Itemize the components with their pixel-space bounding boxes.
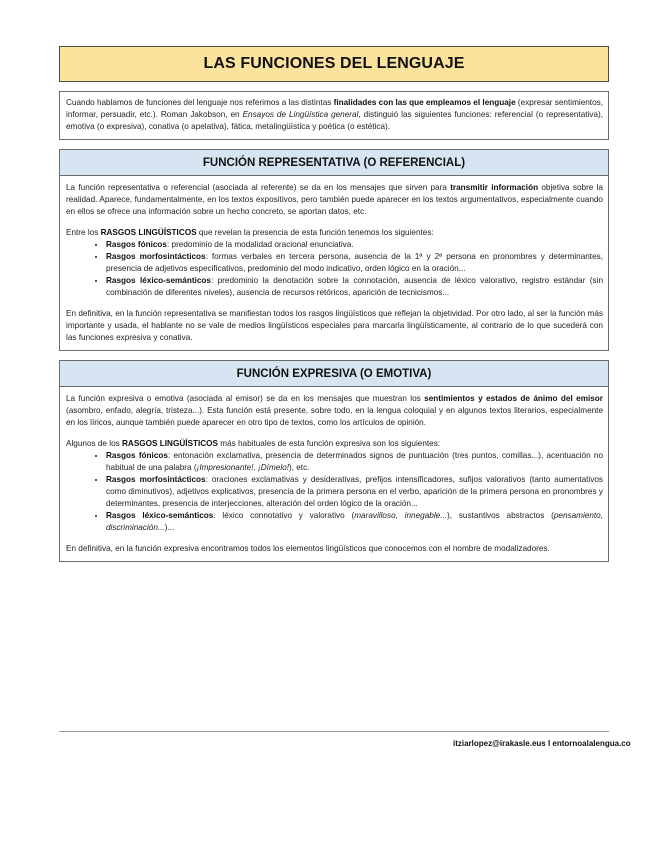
expresiva-paragraph-2: Algunos de los RASGOS LINGÜÍSTICOS más habituales de esta función expresiva son los siguientes: [66, 439, 441, 448]
expresiva-paragraph-3: En definitiva, en la función expresiva encontramos todos los elementos lingüísticos que conocemos con el nombre de modalizadores. [66, 544, 550, 553]
expresiva-trait-list [66, 450, 603, 534]
representativa-paragraph-1: La función representativa o referencial (asociada al referente) se da en los mensajes que sirven para transmitir información objetiva sobre la realidad. Aparece, fundamentalmente, en los textos expositivos, pero también puede aparecer en los textos argumentativos, especialmente cuando en ellos se ofrece una información sobre un hecho concreto, se aportan datos, etc. [66, 183, 603, 216]
footer-credits: itziarlopez@irakasle.eus I entornoalalengua.co [453, 739, 631, 748]
expresiva-paragraph-1: La función expresiva o emotiva (asociada al emisor) se da en los mensajes que muestran los sentimientos y estados de ánimo del emisor (asombro, enfado, alegría, tristeza...). Esta función está presente, sobre todo, en la lengua coloquial y en algunos textos literarios, especialmente en los líricos, aunque también puede aparecer en otro tipo de textos, como los artículos de opinión. [66, 394, 603, 427]
section-body-expresiva [60, 387, 608, 561]
section-expresiva [59, 360, 609, 562]
section-heading-expresiva: FUNCIÓN EXPRESIVA (O EMOTIVA) [60, 361, 608, 387]
representativa-paragraph-2: Entre los RASGOS LINGÜÍSTICOS que revelan la presencia de esta función tenemos los siguientes: [66, 228, 434, 237]
representativa-trait-list [66, 239, 603, 299]
section-heading-representativa: FUNCIÓN REPRESENTATIVA (O REFERENCIAL) [60, 150, 608, 176]
list-item: • Rasgos léxico-semánticos: predominio la denotación sobre la connotación, ausencia de léxico valorativo, registro estándar (sin combinación de diferentes niveles), ausencia de recursos retóricos, aparición de tecnicismos... [106, 275, 603, 299]
section-representativa [59, 149, 609, 351]
intro-paragraph: Cuando hablamos de funciones del lenguaje nos referimos a las distintas finalidades con las que empleamos el lenguaje (expresar sentimientos, informar, persuadir, etc.). Roman Jakobson, en Ensayos de Lingüística general, distinguió las siguientes funciones: referencial (o representativa), emotiva (o expresiva), conativa (o apelativa), fática, metalingüística y poética (o estética). [59, 91, 609, 140]
list-item: • Rasgos léxico-semánticos: léxico connotativo y valorativo (maravilloso, innegable...), sustantivos abstractos (pensamiento, discriminación...)... [106, 510, 603, 534]
list-item: • Rasgos morfosintácticos: formas verbales en tercera persona, ausencia de la 1ª y 2ª persona en pronombres y determinantes, presencia de adjetivos especificativos, predominio del modo indicativo, orden lógico en la oración... [106, 251, 603, 275]
page-title: LAS FUNCIONES DEL LENGUAJE [59, 46, 609, 82]
representativa-paragraph-3: En definitiva, en la función representativa se manifiestan todos los rasgos lingüísticos que reflejan la objetividad. Por otro lado, al ser la función más importante y usada, el hablante no se vale de medios lingüísticos especiales para marcarla lingüísticamente, al contrario de lo que sucederá con las funciones expresiva y conativa. [66, 309, 603, 342]
list-item: • Rasgos fónicos: entonación exclamativa, presencia de determinados signos de puntuación (tres puntos, comillas...), acentuación no habitual de una palabra (¡Impresionante!, ¡Dímelo!), etc. [106, 450, 603, 474]
footer-divider [59, 731, 609, 732]
list-item: • Rasgos fónicos: predominio de la modalidad oracional enunciativa. [106, 239, 603, 251]
section-body-representativa [60, 176, 608, 350]
document-page [59, 46, 609, 562]
list-item: • Rasgos morfosintácticos: oraciones exclamativas y desiderativas, prefijos intensificadores, sufijos valorativos (tanto aumentativos como diminutivos), adjetivos explicativos, presencia de la primera persona en el verbo, aparición de la primera persona en pronombres y determinantes, presencia de interjecciones, alteración del orden lógico de la oración... [106, 474, 603, 510]
